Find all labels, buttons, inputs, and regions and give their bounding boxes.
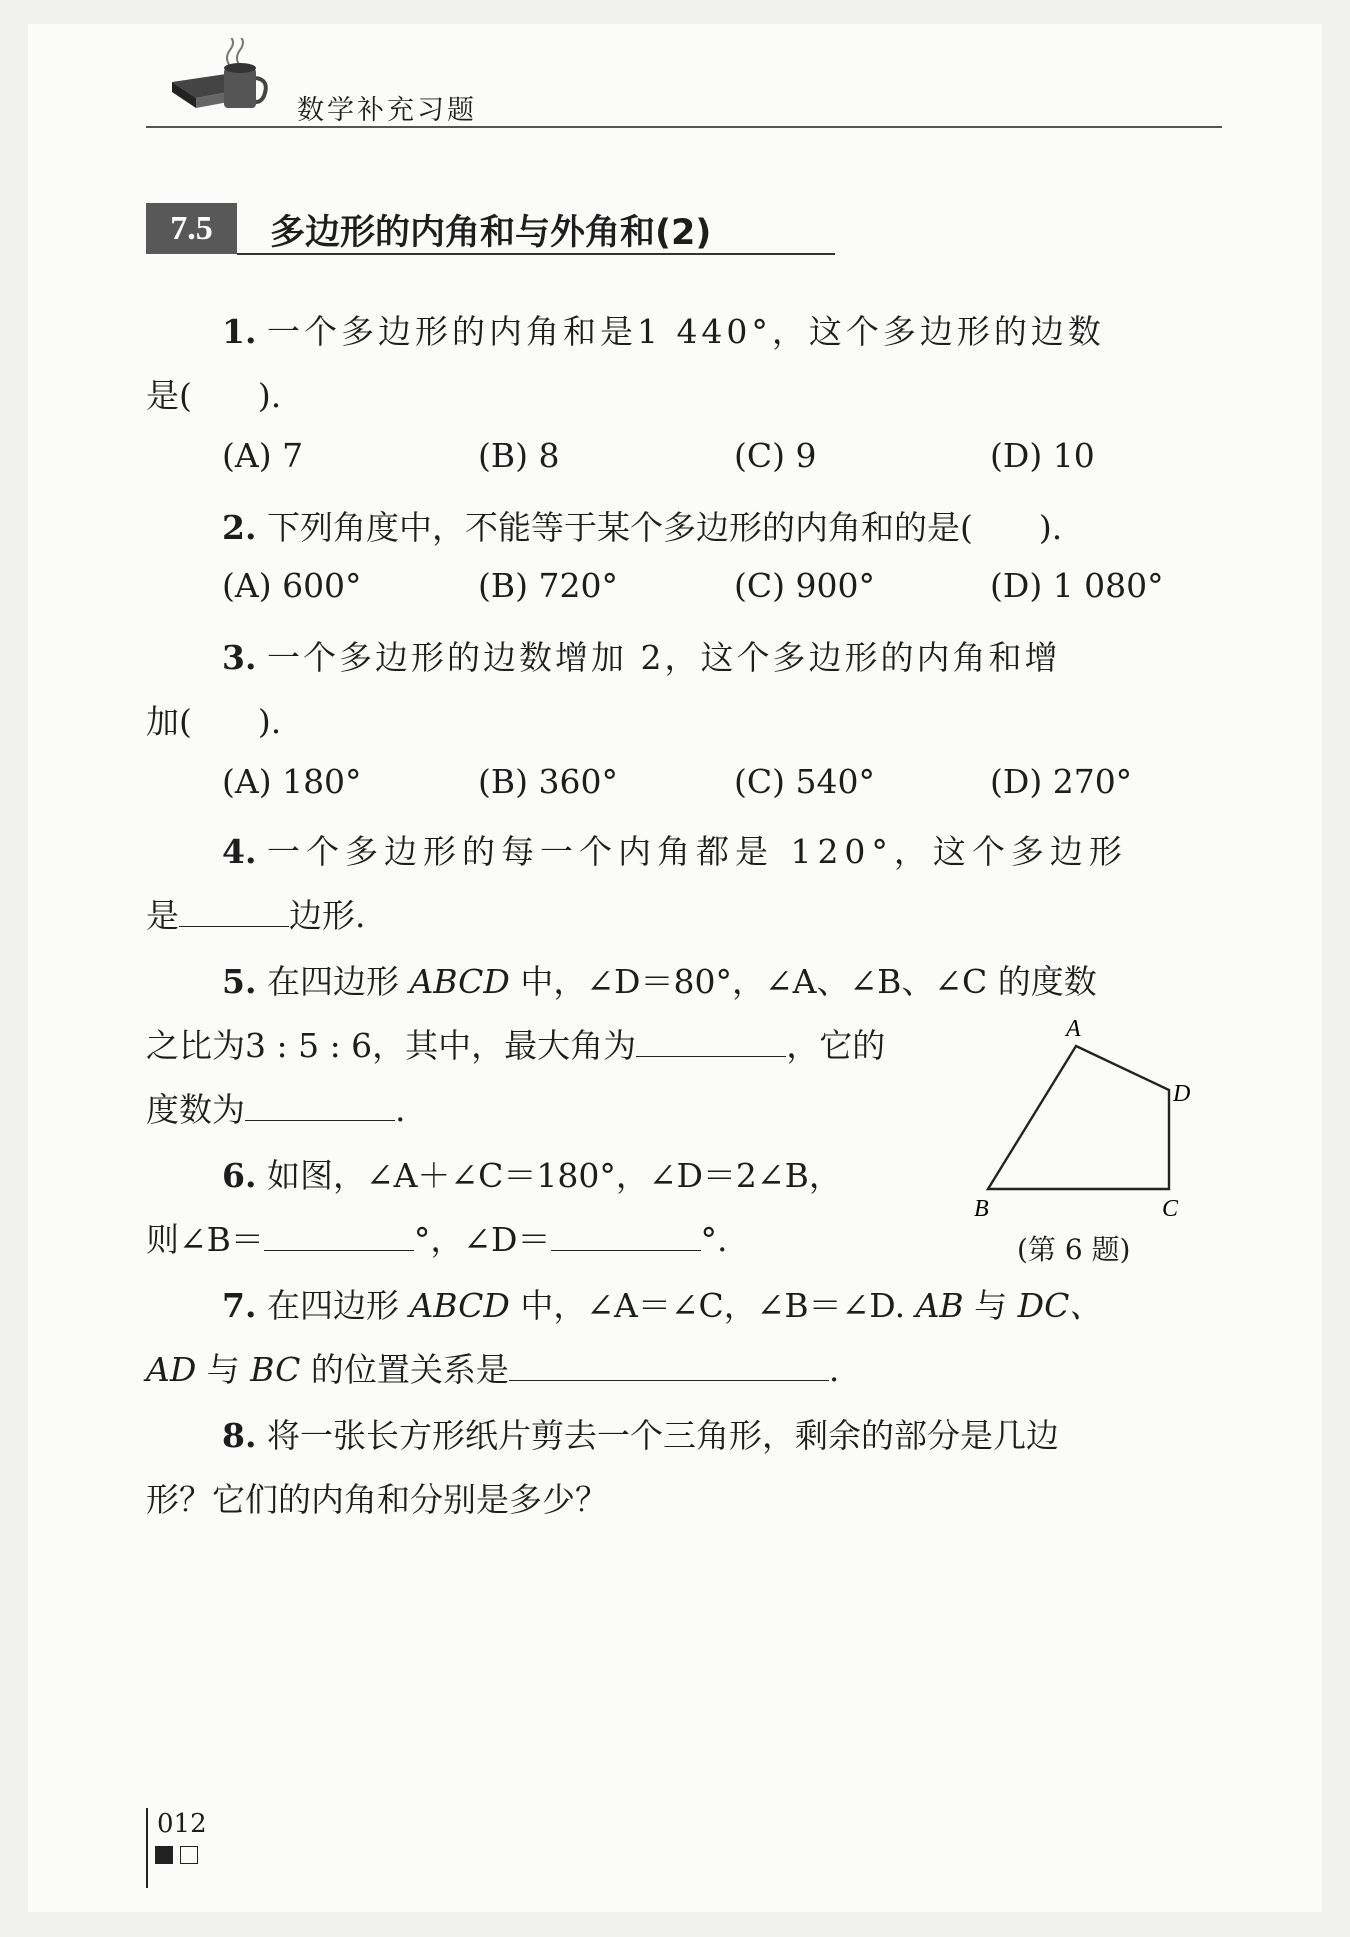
question-7-text-e: 与 bbox=[974, 1286, 1008, 1325]
answer-blank-b[interactable] bbox=[264, 1224, 414, 1251]
question-5-text-c: 中，∠D＝80°，∠A、∠B、∠C 的度数 bbox=[520, 962, 1097, 1001]
question-2-option-b: (B) 720° bbox=[478, 566, 618, 605]
question-7-text-2d: 的位置关系是 bbox=[310, 1350, 509, 1389]
figure-caption: (第 6 题) bbox=[1017, 1233, 1131, 1266]
segment-ab: AB bbox=[915, 1286, 964, 1325]
question-1-option-d: (D) 10 bbox=[990, 436, 1095, 475]
question-5-line-2 bbox=[146, 1020, 885, 1067]
question-6-line-2 bbox=[146, 1214, 728, 1261]
question-1-line-2: 是( ). bbox=[146, 376, 282, 415]
quadrilateral-abcd bbox=[988, 1046, 1169, 1189]
question-1-option-b: (B) 8 bbox=[478, 436, 560, 475]
question-8-line-2: 形？它们的内角和分别是多少？ bbox=[146, 1480, 608, 1519]
question-2-option-d: (D) 1 080° bbox=[990, 566, 1164, 605]
question-4-number: 4. bbox=[222, 832, 257, 871]
segment-dc: DC、 bbox=[1017, 1286, 1103, 1325]
question-6-text-2a: 则∠B＝ bbox=[146, 1220, 264, 1259]
question-4-text-b: 边形. bbox=[289, 896, 366, 935]
question-8-number: 8. bbox=[222, 1416, 257, 1455]
segment-bc: BC bbox=[250, 1350, 301, 1389]
question-1-option-c: (C) 9 bbox=[734, 436, 817, 475]
book-coffee-icon bbox=[166, 38, 276, 122]
vertex-label-a: A bbox=[1066, 1016, 1081, 1042]
header-divider bbox=[146, 126, 1222, 128]
question-7-text-a: 在四边形 bbox=[266, 1286, 399, 1325]
question-7-text-c: 中，∠A＝∠C，∠B＝∠D. bbox=[520, 1286, 906, 1325]
question-5-text-3a: 度数为 bbox=[146, 1090, 245, 1129]
question-6-text-2c: °. bbox=[700, 1220, 728, 1259]
page-number: 012 bbox=[157, 1809, 207, 1839]
section-title: 多边形的内角和与外角和(2) bbox=[270, 213, 712, 253]
question-3-number: 3. bbox=[222, 638, 257, 677]
question-6-text-2b: °，∠D＝ bbox=[413, 1220, 551, 1259]
question-7-number: 7. bbox=[222, 1286, 257, 1325]
question-5-number: 5. bbox=[222, 962, 257, 1001]
question-1-line-1 bbox=[222, 306, 1105, 353]
question-6-line-1 bbox=[222, 1150, 842, 1197]
answer-blank[interactable] bbox=[245, 1094, 395, 1121]
question-3-option-b: (B) 360° bbox=[478, 762, 618, 801]
question-2-line-1 bbox=[222, 502, 1062, 549]
question-5-text-2a: 之比为3 : 5 : 6，其中，最大角为 bbox=[146, 1026, 637, 1065]
question-4-text: 一个多边形的每一个内角都是 120°，这个多边形 bbox=[266, 832, 1128, 871]
quadrilateral-name: ABCD bbox=[409, 1286, 510, 1325]
question-3-option-d: (D) 270° bbox=[990, 762, 1133, 801]
answer-blank[interactable] bbox=[509, 1354, 829, 1381]
question-3-text: 一个多边形的边数增加 2，这个多边形的内角和增 bbox=[266, 638, 1061, 677]
question-7-text-2e: . bbox=[828, 1350, 840, 1389]
footer-rule bbox=[146, 1808, 148, 1888]
question-2-number: 2. bbox=[222, 508, 257, 547]
quadrilateral-name: ABCD bbox=[409, 962, 510, 1001]
question-3-option-a: (A) 180° bbox=[222, 762, 362, 801]
answer-blank-d[interactable] bbox=[551, 1224, 701, 1251]
question-7-line-2 bbox=[146, 1344, 839, 1391]
question-1-text: 一个多边形的内角和是1 440°，这个多边形的边数 bbox=[266, 312, 1105, 351]
question-5-line-1 bbox=[222, 956, 1097, 1003]
question-6-text: 如图，∠A＋∠C＝180°，∠D＝2∠B， bbox=[266, 1156, 842, 1195]
question-4-line-2 bbox=[146, 890, 366, 937]
section-number: 7.5 bbox=[146, 203, 237, 254]
quadrilateral-figure bbox=[960, 1008, 1190, 1218]
question-2-text: 下列角度中，不能等于某个多边形的内角和的是( ). bbox=[266, 508, 1063, 547]
question-7-text-2b: 与 bbox=[206, 1350, 240, 1389]
question-6-number: 6. bbox=[222, 1156, 257, 1195]
vertex-label-c: C bbox=[1162, 1196, 1179, 1218]
question-2-option-c: (C) 900° bbox=[734, 566, 875, 605]
answer-blank[interactable] bbox=[636, 1030, 786, 1057]
question-5-text-2b: ，它的 bbox=[786, 1026, 886, 1065]
question-8-line-1 bbox=[222, 1410, 1059, 1457]
question-4-line-1 bbox=[222, 826, 1128, 873]
answer-blank[interactable] bbox=[179, 900, 289, 927]
question-3-option-c: (C) 540° bbox=[734, 762, 875, 801]
question-2-option-a: (A) 600° bbox=[222, 566, 362, 605]
question-8-text: 将一张长方形纸片剪去一个三角形，剩余的部分是几边 bbox=[266, 1416, 1059, 1455]
section-underline bbox=[237, 253, 835, 255]
vertex-label-b: B bbox=[974, 1196, 989, 1218]
question-1-option-a: (A) 7 bbox=[222, 436, 304, 475]
question-5-text-a: 在四边形 bbox=[266, 962, 399, 1001]
empty-square-icon bbox=[180, 1846, 198, 1864]
vertex-label-d: D bbox=[1173, 1081, 1190, 1107]
question-3-line-2: 加( ). bbox=[146, 702, 282, 741]
question-1-number: 1. bbox=[222, 312, 257, 351]
filled-square-icon bbox=[155, 1846, 173, 1864]
question-7-line-1 bbox=[222, 1280, 1102, 1327]
question-3-line-1 bbox=[222, 632, 1060, 679]
header-title: 数学补充习题 bbox=[297, 95, 477, 126]
question-4-text-a: 是 bbox=[146, 896, 179, 935]
question-5-line-3 bbox=[146, 1084, 406, 1131]
segment-ad: AD bbox=[146, 1350, 197, 1389]
question-5-text-3b: . bbox=[395, 1090, 406, 1129]
